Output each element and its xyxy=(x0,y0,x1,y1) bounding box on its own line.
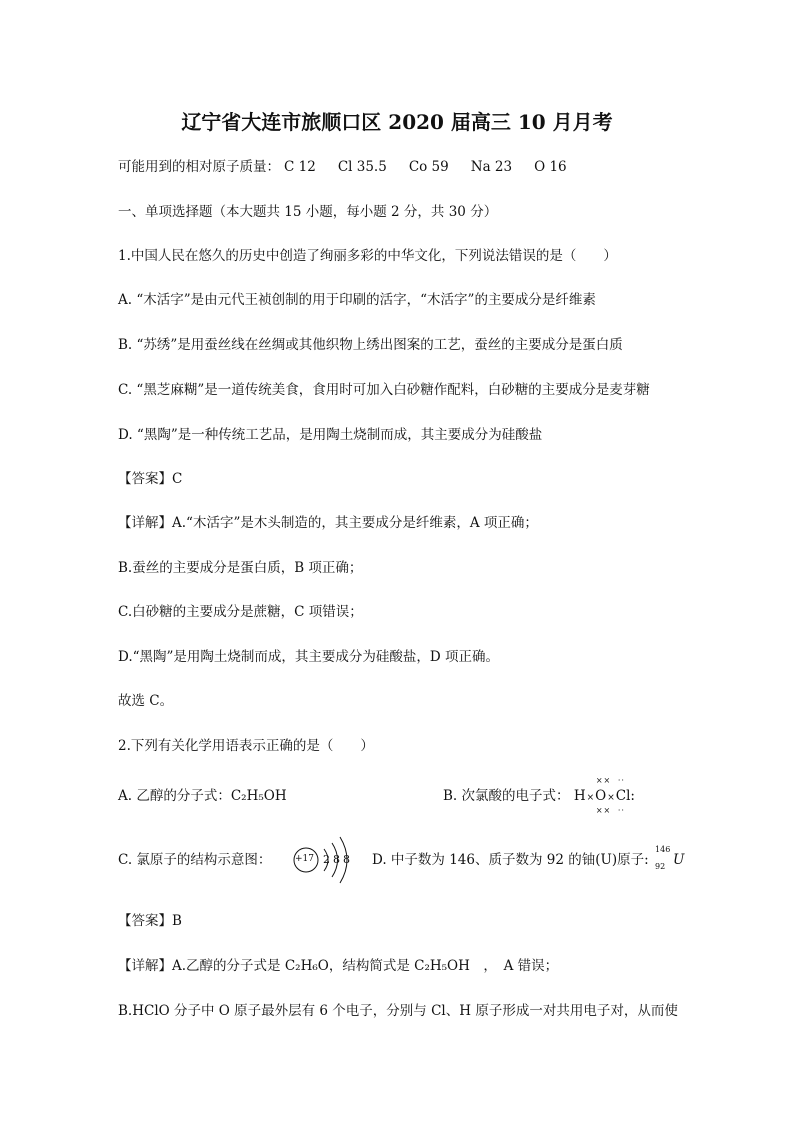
electron-mark: × xyxy=(607,793,615,803)
shell-count: 8 xyxy=(333,853,340,866)
nucleus-charge: +17 xyxy=(295,854,314,864)
q2-option-b xyxy=(443,776,658,815)
mass-item: Na 23 xyxy=(470,159,513,175)
mass-item: Cl 35.5 xyxy=(337,159,387,175)
mass-item: C 12 xyxy=(284,159,316,175)
mass-number: 146 xyxy=(655,845,671,854)
q2-option-c: C. 氯原子的结构示意图： xyxy=(118,852,272,868)
q1-option-b: B. “苏绣”是用蚕丝线在丝绸或其他织物上绣出图案的工艺，蚕丝的主要成分是蛋白质 xyxy=(118,337,623,353)
q2-explanation: 【详解】A.乙醇的分子式是 C₂H₆O，结构简式是 C₂H₅OH ， A 错误； xyxy=(118,958,559,974)
q1-explanation: 【详解】A.“木活字”是木头制造的，其主要成分是纤维素，A 项正确； xyxy=(118,515,538,531)
option-d-label: D. 中子数为 146、质子数为 92 的铀(U)原子: xyxy=(372,852,649,868)
mass-item: O 16 xyxy=(534,159,567,175)
electron-mark: ·· xyxy=(617,806,625,815)
electron-formula xyxy=(573,776,658,815)
q2-answer: 【答案】B xyxy=(118,913,182,929)
electron-mark: ·· xyxy=(617,776,625,785)
atomic-number: 92 xyxy=(655,862,666,871)
element-symbol: U xyxy=(673,852,685,868)
q1-stem: 1.中国人民在悠久的历史中创造了绚丽多彩的中华文化，下列说法错误的是（ ） xyxy=(118,248,617,264)
atom-h: H xyxy=(573,788,586,804)
q1-option-c: C. “黑芝麻糊”是一道传统美食，食用时可加入白砂糖作配料，白砂糖的主要成分是麦芽糖 xyxy=(118,382,650,398)
electron-mark: × xyxy=(586,793,595,803)
mass-item: Co 59 xyxy=(408,159,449,175)
shell-count: 8 xyxy=(343,853,350,866)
uranium-symbol xyxy=(653,845,687,871)
q2-explanation: B.HClO 分子中 O 原子最外层有 6 个电子，分别与 Cl、H 原子形成一对共用电子对，从而使 xyxy=(118,1003,678,1019)
atom-cl: Cl: xyxy=(615,788,635,804)
atom-structure-diagram xyxy=(292,832,362,888)
q2-option-d xyxy=(372,845,687,871)
q1-option-d: D. “黑陶”是一种传统工艺品，是用陶土烧制而成，其主要成分为硅酸盐 xyxy=(118,427,543,443)
q2-stem: 2.下列有关化学用语表示正确的是（ ） xyxy=(118,738,374,754)
q1-explanation: D.“黑陶”是用陶土烧制而成，其主要成分为硅酸盐，D 项正确。 xyxy=(118,649,500,665)
shell-count: 2 xyxy=(323,853,330,866)
atomic-mass-label: 可能用到的相对原子质量： xyxy=(118,159,280,175)
section-heading: 一、单项选择题（本大题共 15 小题，每小题 2 分，共 30 分） xyxy=(118,204,498,220)
option-b-label: B. 次氯酸的电子式： xyxy=(443,788,570,804)
q1-answer: 【答案】C xyxy=(118,471,183,487)
q1-explanation: B.蚕丝的主要成分是蛋白质，B 项正确； xyxy=(118,560,363,576)
atomic-masses xyxy=(118,158,589,176)
electron-mark: ×× xyxy=(595,806,612,815)
electron-mark: ×× xyxy=(595,776,612,785)
q1-option-a: A. “木活字”是由元代王祯创制的用于印刷的活字，“木活字”的主要成分是纤维素 xyxy=(118,292,596,308)
page-title: 辽宁省大连市旅顺口区 2020 届高三 10 月月考 xyxy=(181,110,613,134)
q2-option-a: A. 乙醇的分子式：C₂H₅OH xyxy=(118,788,287,804)
q1-conclusion: 故选 C。 xyxy=(118,693,174,709)
atom-o: O xyxy=(595,788,607,804)
q1-explanation: C.白砂糖的主要成分是蔗糖，C 项错误； xyxy=(118,604,363,620)
